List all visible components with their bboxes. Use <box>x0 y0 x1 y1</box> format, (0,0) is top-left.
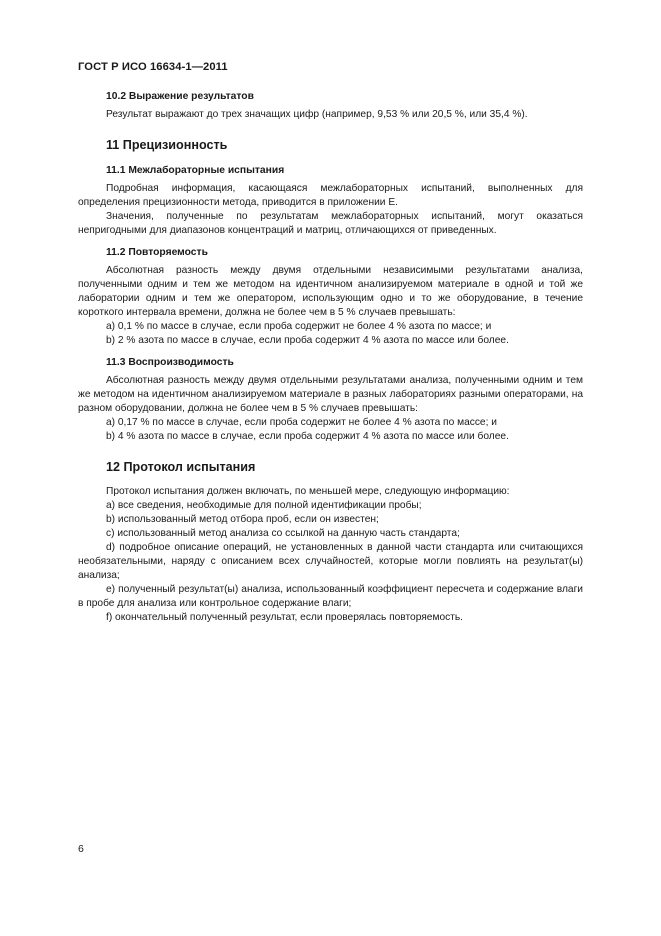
section-11-3-paragraph: Абсолютная разность между двумя отдельными результатами анализа, полученными одним и тем же методом на идентичном анализируемом материале в разных лабораториях разными операторами, на разном оборудовании, должна не более чем в 5 % случаев превышать: <box>78 375 583 414</box>
section-11-title: 11 Прецизионность <box>106 138 228 152</box>
section-11-3-item-a: а) 0,17 % по массе в случае, если проба содержит не более 4 % азота по массе; и <box>106 417 497 428</box>
section-11-2-item-b: b) 2 % азота по массе в случае, если проба содержит 4 % азота по массе или более. <box>106 335 509 346</box>
section-11-2-item-a: а) 0,1 % по массе в случае, если проба содержит не более 4 % азота по массе; и <box>106 321 492 332</box>
section-11-3-item-b: b) 4 % азота по массе в случае, если проба содержит 4 % азота по массе или более. <box>106 431 509 442</box>
section-11-1-paragraph-2: Значения, полученные по результатам межлабораторных испытаний, могут оказаться непригодными для диапазонов концентраций и матриц, отличающихся от приведенных. <box>78 211 583 236</box>
section-12-item-b: b) использованный метод отбора проб, если он известен; <box>106 514 379 525</box>
section-12-intro: Протокол испытания должен включать, по меньшей мере, следующую информацию: <box>106 486 510 497</box>
page-number: 6 <box>78 843 84 855</box>
document-header: ГОСТ Р ИСО 16634-1—2011 <box>78 61 228 73</box>
section-10-2-text: Результат выражают до трех значащих цифр (например, 9,53 % или 20,5 %, или 35,4 %). <box>106 109 528 120</box>
section-12-item-d: d) подробное описание операций, не установленных в данной части стандарта или считающихся необязательными, наряду с описанием всех случайностей, которые могли повлиять на результат(ы) анализа; <box>78 542 583 581</box>
section-11-1-paragraph-1: Подробная информация, касающаяся межлабораторных испытаний, выполненных для определения прецизионности метода, приводится в приложении Е. <box>78 183 583 208</box>
section-12-item-e: e) полученный результат(ы) анализа, использованный коэффициент пересчета и содержание влаги в пробе для анализа или контрольное содержание влаги; <box>78 584 583 609</box>
section-12-item-f: f) окончательный полученный результат, если проверялась повторяемость. <box>106 612 464 623</box>
section-11-2-title: 11.2 Повторяемость <box>106 247 208 258</box>
section-12-item-a: a) все сведения, необходимые для полной идентификации пробы; <box>106 500 422 511</box>
section-12-item-c: c) использованный метод анализа со ссылкой на данную часть стандарта; <box>106 528 460 539</box>
section-10-2-title: 10.2 Выражение результатов <box>106 91 254 102</box>
section-12-title: 12 Протокол испытания <box>106 460 256 474</box>
section-11-1-title: 11.1 Межлабораторные испытания <box>106 165 285 176</box>
section-11-3-title: 11.3 Воспроизводимость <box>106 357 234 368</box>
document-body <box>78 88 583 625</box>
section-11-2-paragraph: Абсолютная разность между двумя отдельными независимыми результатами анализа, полученными одним и тем же методом на идентичном анализируемом материале в одной и той же лаборатории одним и тем же оператором, использующим одно и то же оборудование, в течение короткого интервала времени, должна не более чем в 5 % случаев превышать: <box>78 265 583 318</box>
